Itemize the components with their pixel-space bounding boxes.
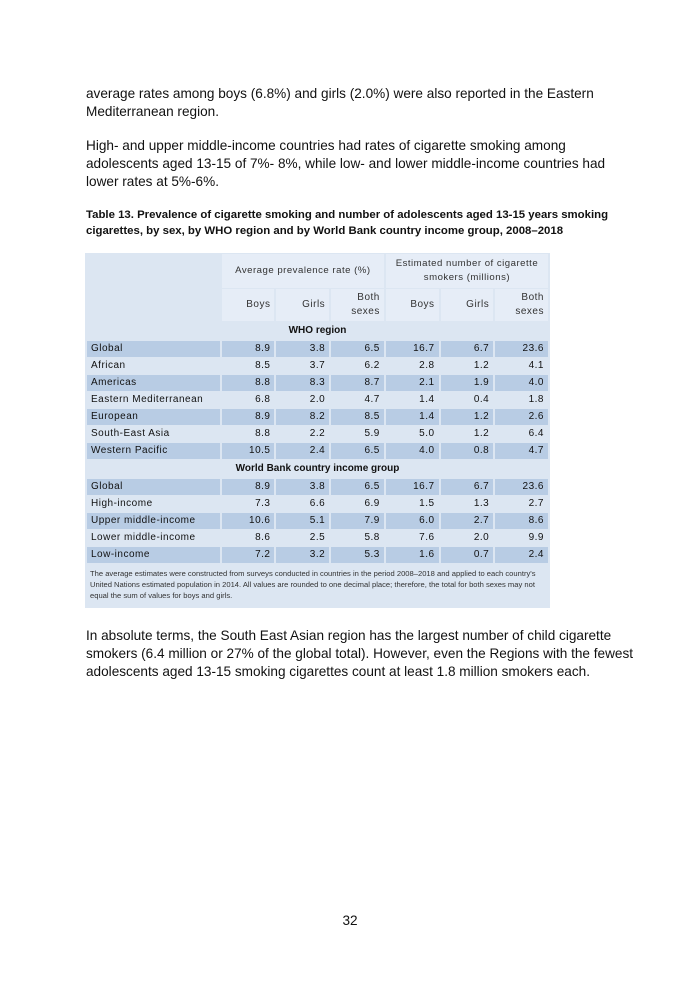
row-label: Lower middle-income (87, 530, 220, 546)
group-header-prevalence: Average prevalence rate (%) (222, 254, 384, 288)
corner-cell (87, 289, 220, 321)
value-cell: 8.6 (222, 530, 275, 546)
value-cell: 6.8 (222, 392, 275, 408)
table-row (87, 547, 548, 563)
value-cell: 6.6 (276, 496, 329, 512)
row-label: Americas (87, 375, 220, 391)
value-cell: 7.9 (331, 513, 384, 529)
table-row (87, 426, 548, 442)
value-cell: 3.2 (276, 547, 329, 563)
value-cell: 8.6 (495, 513, 548, 529)
section-header-income: World Bank country income group (235, 463, 400, 474)
value-cell: 7.6 (386, 530, 439, 546)
value-cell: 1.2 (441, 409, 494, 425)
value-cell: 4.0 (495, 375, 548, 391)
column-header: Boys (222, 289, 275, 321)
value-cell: 6.7 (441, 341, 494, 357)
value-cell: 6.5 (331, 479, 384, 495)
value-cell: 8.7 (331, 375, 384, 391)
value-cell: 2.5 (276, 530, 329, 546)
table-row (87, 409, 548, 425)
table-row (87, 341, 548, 357)
row-label: Low-income (87, 547, 220, 563)
value-cell: 8.8 (222, 375, 275, 391)
value-cell: 4.7 (331, 392, 384, 408)
value-cell: 2.2 (276, 426, 329, 442)
row-label: Upper middle-income (87, 513, 220, 529)
value-cell: 8.9 (222, 341, 275, 357)
value-cell: 2.4 (276, 443, 329, 459)
value-cell: 2.6 (495, 409, 548, 425)
value-cell: 10.5 (222, 443, 275, 459)
value-cell: 6.5 (331, 443, 384, 459)
value-cell: 1.4 (386, 392, 439, 408)
column-header: Boys (386, 289, 439, 321)
value-cell: 2.0 (276, 392, 329, 408)
value-cell: 5.1 (276, 513, 329, 529)
row-label: Eastern Mediterranean (87, 392, 220, 408)
value-cell: 1.3 (441, 496, 494, 512)
row-label: Western Pacific (87, 443, 220, 459)
value-cell: 1.8 (495, 392, 548, 408)
value-cell: 23.6 (495, 479, 548, 495)
row-label: South-East Asia (87, 426, 220, 442)
value-cell: 1.5 (386, 496, 439, 512)
group-header-smokers: Estimated number of cigarette smokers (millions) (386, 254, 548, 288)
paragraph-absolute: In absolute terms, the South East Asian region has the largest number of child cigarette smokers (6.4 million or 27% of the global total). However, even the Regions with the fewest adolescents aged 13-15 smoking cigarettes count at least 1.8 million smokers each. (86, 628, 634, 679)
value-cell: 1.4 (386, 409, 439, 425)
table-caption: Table 13. Prevalence of cigarette smoking and number of adolescents aged 13-15 years smoking cigarettes, by sex, by WHO region and by World Bank country income group, 2008–2018 (86, 209, 609, 237)
value-cell: 1.2 (441, 358, 494, 374)
column-header: Both sexes (331, 289, 384, 321)
table-row (87, 443, 548, 459)
value-cell: 0.4 (441, 392, 494, 408)
value-cell: 5.3 (331, 547, 384, 563)
value-cell: 2.8 (386, 358, 439, 374)
page-number: 32 (342, 913, 358, 928)
value-cell: 1.2 (441, 426, 494, 442)
value-cell: 23.6 (495, 341, 548, 357)
prevalence-table (85, 253, 550, 608)
table-row (87, 530, 548, 546)
value-cell: 1.6 (386, 547, 439, 563)
table-row (87, 392, 548, 408)
section-header-who: WHO region (288, 325, 347, 336)
value-cell: 0.7 (441, 547, 494, 563)
value-cell: 8.8 (222, 426, 275, 442)
value-cell: 9.9 (495, 530, 548, 546)
value-cell: 3.8 (276, 341, 329, 357)
value-cell: 6.2 (331, 358, 384, 374)
table-row (87, 358, 548, 374)
value-cell: 6.5 (331, 341, 384, 357)
value-cell: 2.7 (495, 496, 548, 512)
value-cell: 0.8 (441, 443, 494, 459)
row-label: Global (87, 341, 220, 357)
table-row (87, 375, 548, 391)
column-header: Girls (441, 289, 494, 321)
value-cell: 2.7 (441, 513, 494, 529)
value-cell: 2.4 (495, 547, 548, 563)
table-row (87, 496, 548, 512)
value-cell: 6.7 (441, 479, 494, 495)
value-cell: 7.2 (222, 547, 275, 563)
value-cell: 8.3 (276, 375, 329, 391)
value-cell: 5.8 (331, 530, 384, 546)
value-cell: 7.3 (222, 496, 275, 512)
table-row (87, 513, 548, 529)
value-cell: 16.7 (386, 341, 439, 357)
value-cell: 6.4 (495, 426, 548, 442)
value-cell: 1.9 (441, 375, 494, 391)
column-header: Girls (276, 289, 329, 321)
paragraph-intro: average rates among boys (6.8%) and girls (2.0%) were also reported in the Eastern Mediterranean region. (86, 86, 594, 119)
value-cell: 3.7 (276, 358, 329, 374)
table-row (87, 479, 548, 495)
value-cell: 8.9 (222, 479, 275, 495)
value-cell: 4.7 (495, 443, 548, 459)
column-header: Both sexes (495, 289, 548, 321)
value-cell: 8.9 (222, 409, 275, 425)
value-cell: 3.8 (276, 479, 329, 495)
value-cell: 6.0 (386, 513, 439, 529)
value-cell: 8.5 (222, 358, 275, 374)
value-cell: 6.9 (331, 496, 384, 512)
row-label: European (87, 409, 220, 425)
value-cell: 2.1 (386, 375, 439, 391)
value-cell: 2.0 (441, 530, 494, 546)
value-cell: 4.0 (386, 443, 439, 459)
row-label: African (87, 358, 220, 374)
value-cell: 10.6 (222, 513, 275, 529)
value-cell: 8.5 (331, 409, 384, 425)
value-cell: 16.7 (386, 479, 439, 495)
value-cell: 4.1 (495, 358, 548, 374)
value-cell: 8.2 (276, 409, 329, 425)
row-label: High-income (87, 496, 220, 512)
value-cell: 5.9 (331, 426, 384, 442)
corner-cell (87, 254, 220, 288)
row-label: Global (87, 479, 220, 495)
paragraph-income: High- and upper middle-income countries had rates of cigarette smoking among adolescents aged 13-15 of 7%- 8%, while low- and lower middle-income countries had lower rates at 5%-6%. (86, 138, 606, 189)
value-cell: 5.0 (386, 426, 439, 442)
table-note: The average estimates were constructed from surveys conducted in countries in the period 2008–2018 and applied to each country's United Nations estimated population in 2014. All values are rounded to one decimal place; therefore, the total for both sexes may not equal the sum of values for boys and girls. (90, 569, 536, 600)
